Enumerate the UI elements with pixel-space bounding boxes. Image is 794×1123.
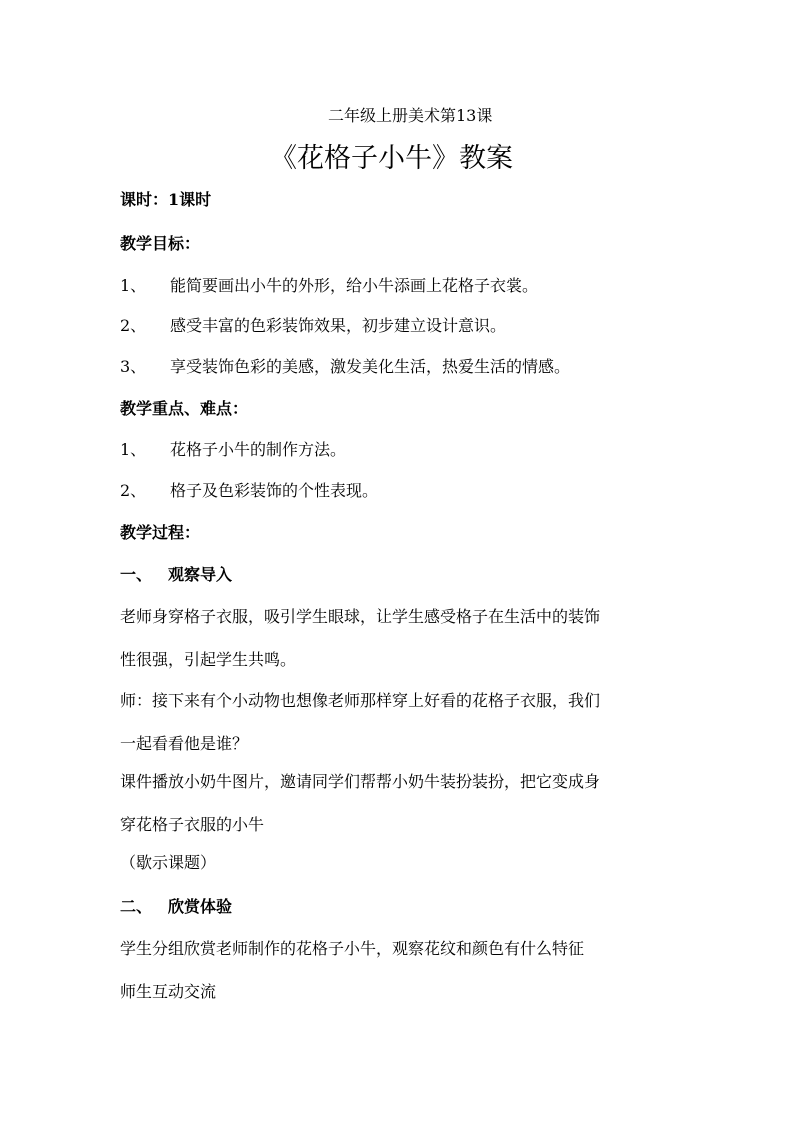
key-points-heading: 教学重点、难点：: [120, 399, 249, 418]
key-point-number: 1、: [120, 440, 147, 459]
lesson-subtitle: 二年级上册美术第13课: [328, 106, 493, 125]
paragraph-line: 一起看看他是谁？: [120, 734, 249, 753]
paragraph-line: 学生分组欣赏老师制作的花格子小牛，观察花纹和颜色有什么特征: [120, 939, 585, 958]
objectives-heading: 教学目标：: [120, 234, 201, 253]
paragraph-line: 穿花格子衣服的小牛: [120, 815, 265, 834]
section-title: 观察导入: [168, 565, 233, 584]
paragraph-line: （歇示课题）: [120, 853, 217, 872]
key-point-text: 花格子小牛的制作方法。: [170, 440, 347, 459]
paragraph-line: 师生互动交流: [120, 982, 217, 1001]
objective-text: 享受装饰色彩的美感，激发美化生活，热爱生活的情感。: [170, 357, 571, 376]
objective-text: 感受丰富的色彩装饰效果，初步建立设计意识。: [170, 316, 507, 335]
objective-number: 1、: [120, 276, 147, 295]
paragraph-line: 课件播放小奶牛图片，邀请同学们帮帮小奶牛装扮装扮，把它变成身: [120, 772, 601, 791]
section-number: 一、: [120, 565, 153, 584]
section-title: 欣赏体验: [168, 897, 233, 916]
document-title: 《花格子小牛》教案: [270, 143, 513, 174]
key-point-text: 格子及色彩装饰的个性表现。: [170, 481, 379, 500]
key-point-number: 2、: [120, 481, 147, 500]
paragraph-line: 师：接下来有个小动物也想像老师那样穿上好看的花格子衣服，我们: [120, 691, 601, 710]
objective-number: 3、: [120, 357, 147, 376]
section-number: 二、: [120, 897, 153, 916]
paragraph-line: 老师身穿格子衣服，吸引学生眼球，让学生感受格子在生活中的装饰: [120, 607, 601, 626]
objective-text: 能简要画出小牛的外形，给小牛添画上花格子衣裳。: [170, 276, 539, 295]
objective-number: 2、: [120, 316, 147, 335]
class-hours: 课时：1课时: [120, 190, 212, 209]
process-heading: 教学过程：: [120, 523, 201, 542]
paragraph-line: 性很强，引起学生共鸣。: [120, 650, 297, 669]
